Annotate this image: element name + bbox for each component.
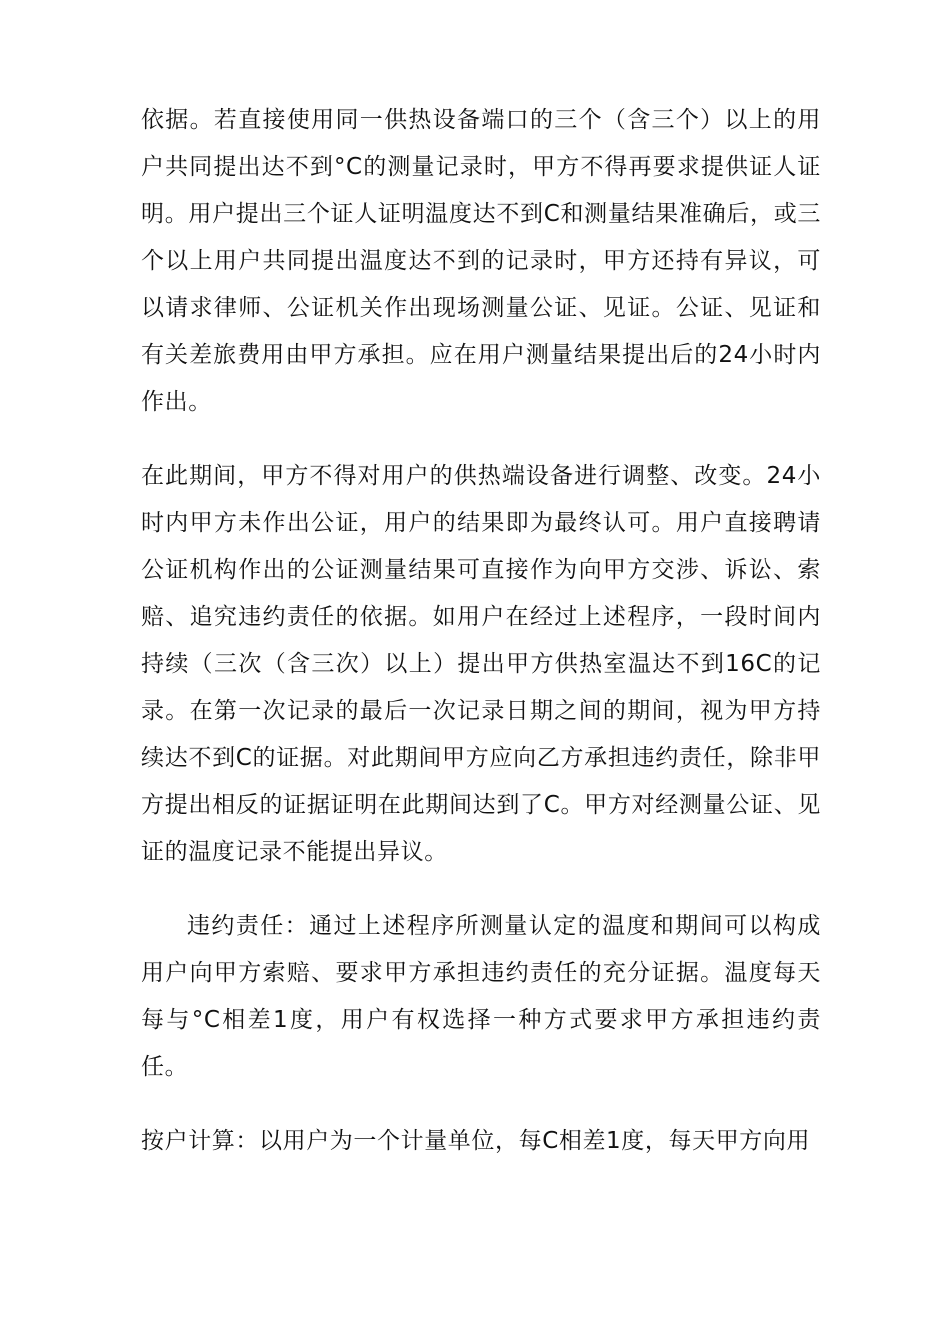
paragraph-2: 在此期间，甲方不得对用户的供热端设备进行调整、改变。24小时内甲方未作出公证，用户的结果即为最终认可。用户直接聘请公证机构作出的公证测量结果可直接作为向甲方交涉、诉讼、索赔、追究违约责任的依据。如用户在经过上述程序，一段时间内持续（三次（含三次）以上）提出甲方供热室温达不到16C的记录。在第一次记录的最后一次记录日期之间的期间，视为甲方持续达不到C的证据。对此期间甲方应向乙方承担违约责任，除非甲方提出相反的证据证明在此期间达到了C。甲方对经测量公证、见证的温度记录不能提出异议。 [141, 463, 821, 865]
document-body [141, 97, 821, 1165]
paragraph-1: 依据。若直接使用同一供热设备端口的三个（含三个）以上的用户共同提出达不到°C的测量记录时，甲方不得再要求提供证人证明。用户提出三个证人证明温度达不到C和测量结果准确后，或三个以上用户共同提出温度达不到的记录时，甲方还持有异议，可以请求律师、公证机关作出现场测量公证、见证。公证、见证和有关差旅费用由甲方承担。应在用户测量结果提出后的24小时内作出。 [141, 107, 821, 415]
paragraph-4: 按户计算：以用户为一个计量单位，每C相差1度，每天甲方向用 [141, 1128, 811, 1154]
paragraph-3: 违约责任：通过上述程序所测量认定的温度和期间可以构成用户向甲方索赔、要求甲方承担违约责任的充分证据。温度每天每与°C相差1度，用户有权选择一种方式要求甲方承担违约责任。 [141, 913, 821, 1080]
